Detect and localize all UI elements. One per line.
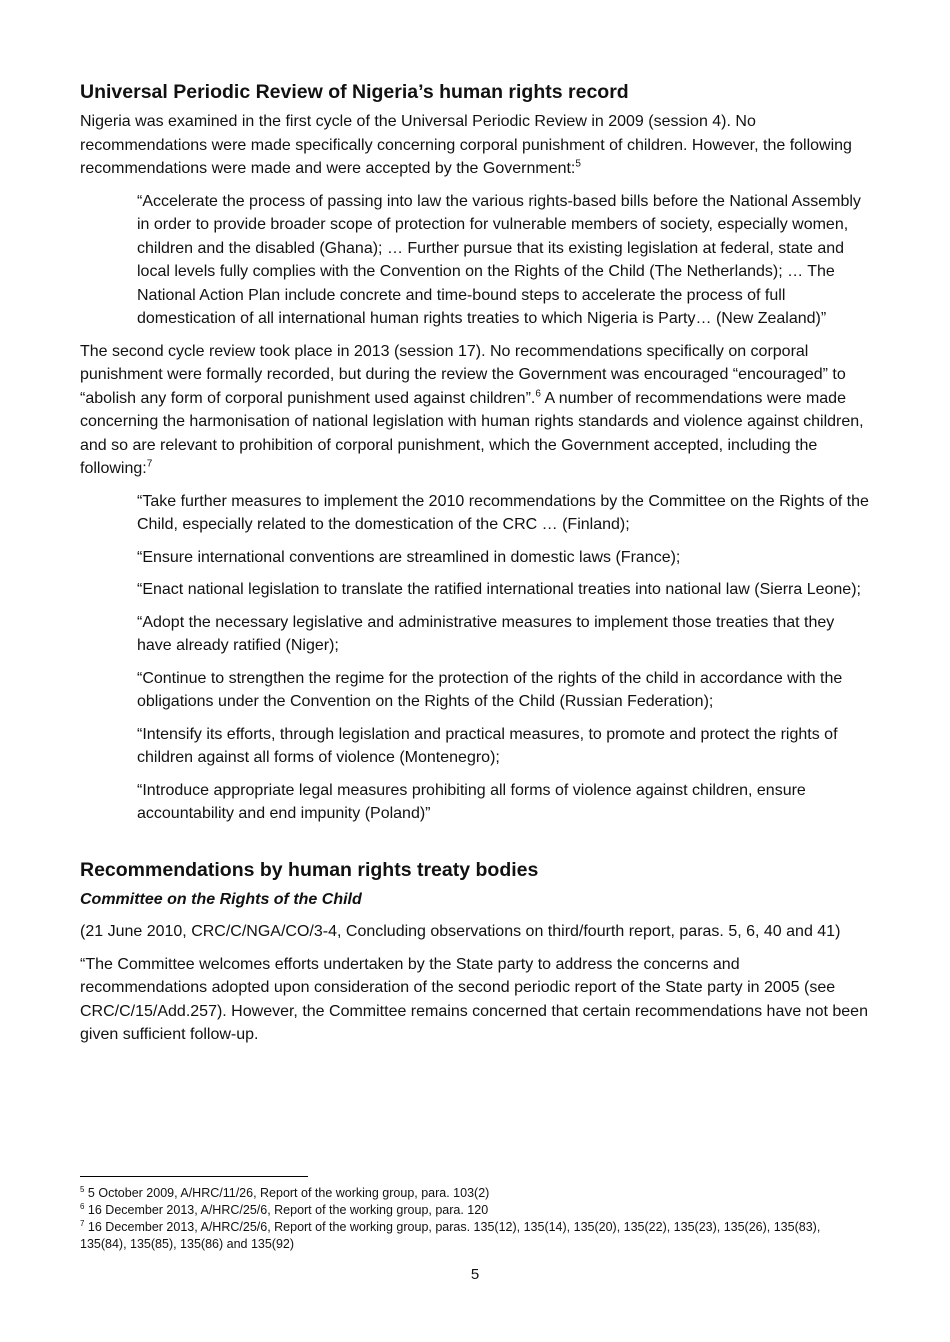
footnote-number: 6: [80, 1201, 85, 1211]
blockquote-first-cycle: “Accelerate the process of passing into law the various rights-based bills before the National Assembly in order to provide broader scope of protection for vulnerable members of society, especially women, children and the disabled (Ghana); … Further pursue that its existing legislation at federal, state and local levels fully complies with the Convention on the Rights of the Child (The Netherlands); … The National Action Plan include concrete and time-bound steps to accelerate the process of full domestication of all international human rights treaties to which Nigeria is Party… (New Zealand)”: [137, 192, 861, 327]
footnote-item: [80, 1185, 870, 1202]
footnotes: [80, 1185, 870, 1253]
blockquote-recommendation: “Take further measures to implement the 2010 recommendations by the Committee on the Rights of the Child, especially related to the domestication of the CRC … (Finland);: [137, 492, 869, 533]
footnote-divider: [80, 1176, 308, 1177]
blockquote-recommendation: “Adopt the necessary legislative and administrative measures to implement those treaties that they have already ratified (Niger);: [137, 613, 835, 654]
paragraph-text: The second cycle review took place in 2013 (session 17). No recommendations specifically on corporal punishment were formally recorded, but during the review the Government was encouraged “encouraged” to “abolish any form of corporal punishment used against children”.: [80, 342, 846, 407]
citation-paragraph: (21 June 2010, CRC/C/NGA/CO/3-4, Concluding observations on third/fourth report, paras. 5, 6, 40 and 41): [80, 923, 841, 940]
section-heading-treaty-bodies: Recommendations by human rights treaty bodies: [80, 858, 539, 881]
document-page: [80, 78, 870, 1056]
footnote-ref[interactable]: 7: [146, 458, 153, 470]
committee-body-paragraph: “The Committee welcomes efforts undertaken by the State party to address the concerns and recommendations adopted upon consideration of the second periodic report of the State party in 2005 (see CRC/C/15/Add.257). However, the Committee remains concerned that certain recommendations have not been given sufficient follow-up.: [80, 955, 868, 1043]
footnote-item: [80, 1202, 870, 1219]
blockquote-recommendation: “Continue to strengthen the regime for the protection of the rights of the child in accordance with the obligations under the Convention on the Rights of the Child (Russian Federation);: [137, 669, 843, 710]
paragraph-text: Nigeria was examined in the first cycle of the Universal Periodic Review in 2009 (session 4). No recommendations were made specifically concerning corporal punishment of children. However, the following recommendations were made and were accepted by the Government:: [80, 113, 852, 177]
section-heading-upr: Universal Periodic Review of Nigeria’s human rights record: [80, 81, 629, 103]
footnote-text: 5 October 2009, A/HRC/11/26, Report of the working group, para. 103(2): [84, 1186, 490, 1200]
footnote-text: 16 December 2013, A/HRC/25/6, Report of the working group, paras. 135(12), 135(14), 135(20), 135(22), 135(23), 135(26), 135(83), 135(84), 135(85), 135(86) and 135(92): [80, 1220, 821, 1251]
blockquote-recommendation: “Introduce appropriate legal measures prohibiting all forms of violence against children, ensure accountability and end impunity (Poland)”: [137, 781, 806, 822]
footnote-number: 5: [80, 1184, 85, 1194]
page-number: 5: [470, 1266, 480, 1283]
footnote-item: [80, 1219, 870, 1253]
upr-first-cycle-paragraph: [80, 110, 870, 181]
footnote-text: 16 December 2013, A/HRC/25/6, Report of the working group, para. 120: [84, 1203, 489, 1217]
subheading-crc: Committee on the Rights of the Child: [80, 890, 362, 908]
blockquote-recommendation: “Enact national legislation to translate the ratified international treaties into national law (Sierra Leone);: [137, 581, 861, 598]
blockquote-recommendation: “Intensify its efforts, through legislation and practical measures, to promote and protect the rights of children against all forms of violence (Montenegro);: [137, 725, 838, 766]
blockquote-recommendation: “Ensure international conventions are streamlined in domestic laws (France);: [137, 548, 681, 566]
footnote-number: 7: [80, 1218, 85, 1228]
footnote-ref[interactable]: 5: [575, 158, 581, 170]
paragraph-text: A number of recommendations were made concerning the harmonisation of national legislation with human rights standards and violence against children, and so are relevant to prohibition of corporal punishment, which the Government accepted, including the following:: [80, 389, 864, 477]
upr-second-cycle-paragraph: [80, 340, 870, 481]
footnote-ref[interactable]: 6: [535, 388, 541, 400]
